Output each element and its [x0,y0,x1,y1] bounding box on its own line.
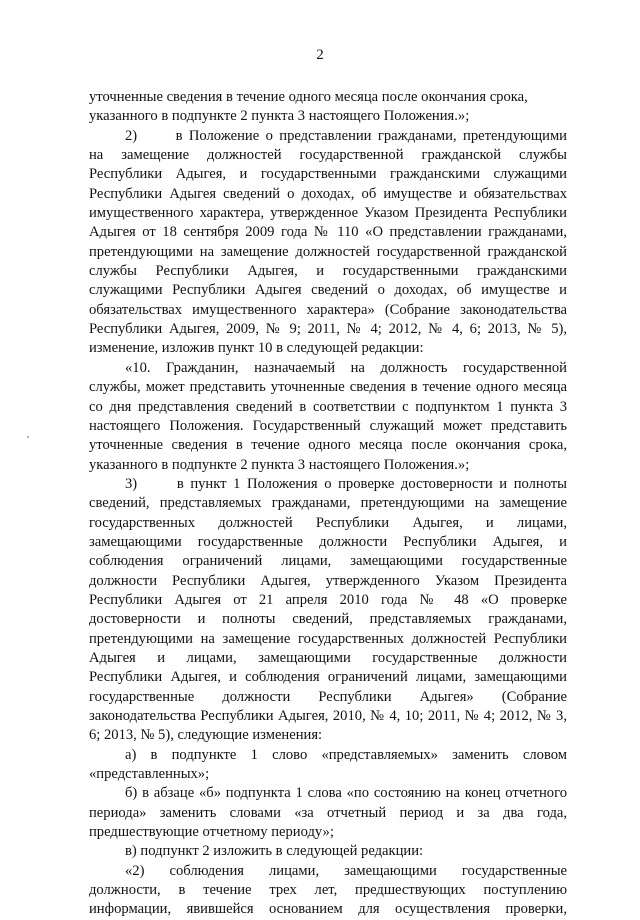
text-line: «2) соблюдения лицами, замещающими государственные [125,862,567,879]
text-line: уточненные сведения в течение одного месяца после окончания срока, [89,437,567,454]
text-line: 6; 2013, № 5), следующие изменения: [89,727,323,744]
text-line: государственные должности Республики Адыгея» (Собрание [89,688,567,705]
text-line: 3) в пункт 1 Положения о проверке достоверности и полноты [125,475,567,492]
text-line: предшествующие отчетному периоду»; [89,824,334,841]
text-line: претендующими на замещение государственных должностей Республики [89,630,567,647]
text-line: на замещение должностей государственной гражданской службы [89,147,567,164]
text-line: претендующими на замещение должностей государственной гражданской [89,243,567,260]
text-line: достоверности и полноты сведений, представляемых гражданами, [89,611,567,628]
text-line: 2) в Положение о представлении гражданами, претендующими [125,127,567,144]
document-body [89,88,567,920]
text-line: информации, явившейся основанием для осуществления проверки, [89,901,567,918]
text-line: Адыгея и лицами, замещающими государственные должности [89,649,567,666]
text-line: Республики Адыгея, и соблюдения ограничений лицами, замещающими [89,669,567,686]
text-line: изменение, изложив пункт 10 в следующей редакции: [89,340,424,357]
text-line: соблюдения ограничений лицами, замещающими государственные [89,553,567,570]
scan-speck [27,436,29,438]
text-line: уточненные сведения в течение одного месяца после окончания срока, [89,89,528,105]
text-line: Республики Адыгея сведений о доходах, об имуществе и обязательствах [89,185,567,202]
text-line: в) подпункт 2 изложить в следующей редакции: [125,843,424,860]
text-line: «представленных»; [89,766,210,783]
text-line: Республики Адыгея, и государственными гражданскими служащими [89,166,567,183]
page-number: 2 [316,47,324,63]
text-line: законодательства Республики Адыгея, 2010, № 4, 10; 2011, № 4; 2012, № 3, [89,708,567,724]
text-line: службы Республики Адыгея, и государственными гражданскими [89,263,567,280]
text-line: обязательствах имущественного характера» (Собрание законодательства [89,301,567,318]
text-line: государственных должностей Республики Адыгея, и лицами, [89,514,567,531]
text-line: Республики Адыгея от 21 апреля 2010 года № 48 «О проверке [89,591,567,608]
text-line: указанного в подпункте 2 пункта 3 настоящего Положения.»; [89,108,470,125]
text-line: б) в абзаце «б» подпункта 1 слова «по состоянию на конец отчетного [125,785,567,802]
text-line: должности Республики Адыгея, утвержденного Указом Президента [89,572,567,589]
text-line: со дня представления сведений в соответствии с подпунктом 1 пункта 3 [89,398,567,415]
text-line: указанного в подпункте 2 пункта 3 настоящего Положения.»; [89,456,470,473]
text-line: «10. Гражданин, назначаемый на должность государственной [125,359,567,376]
text-line: замещающими государственные должности Республики Адыгея, и [89,533,567,550]
text-line: Республики Адыгея, 2009, № 9; 2011, № 4; 2012, № 4, 6; 2013, № 5), [89,321,567,338]
text-line: настоящего Положения. Государственный служащий может представить [89,417,567,434]
text-line: службы, может представить уточненные сведения в течение одного месяца [89,379,567,396]
text-line: должности, в течение трех лет, предшествующих поступлению [89,882,567,899]
text-line: сведений, представляемых гражданами, претендующими на замещение [89,495,567,512]
text-line: имущественного характера, утвержденное Указом Президента Республики [89,205,567,222]
text-line: а) в подпункте 1 слово «представляемых» заменить словом [125,746,567,763]
text-line: Адыгея от 18 сентября 2009 года № 110 «О представлении гражданами, [89,224,567,241]
text-line: периода» заменить словами «за отчетный период и за два года, [89,804,567,821]
text-line: служащими Республики Адыгея сведений о доходах, об имуществе и [89,282,567,299]
